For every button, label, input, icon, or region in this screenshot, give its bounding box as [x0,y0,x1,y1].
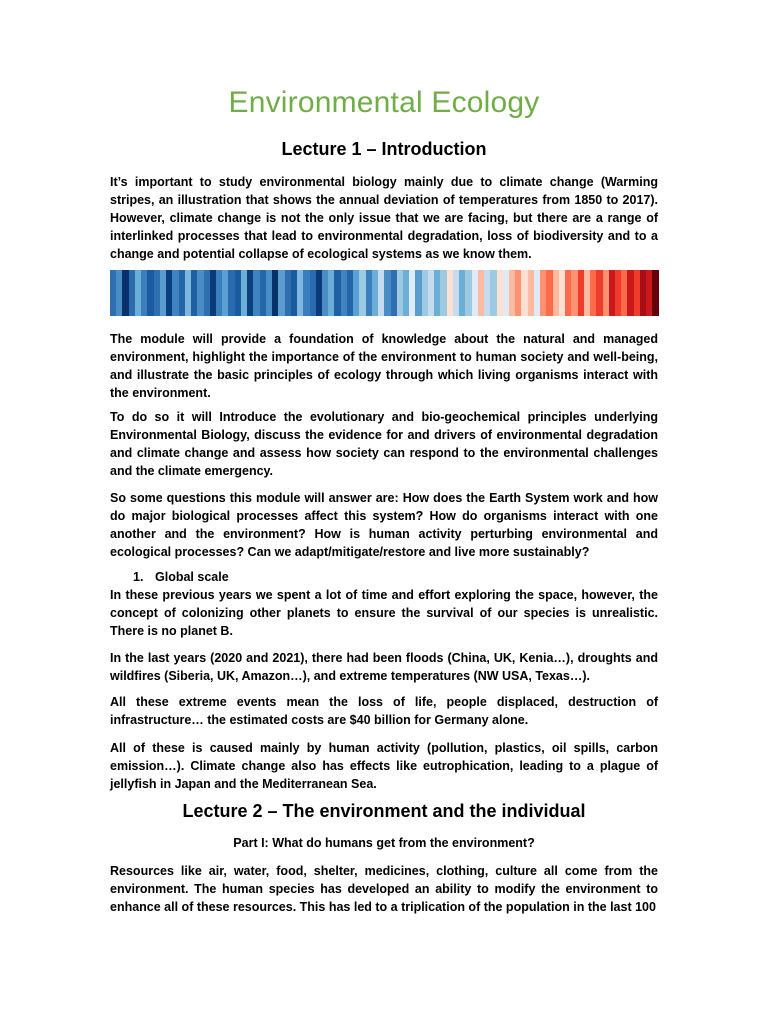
list-number: 1. [133,570,144,584]
warming-stripes-image [110,270,658,316]
lecture-1-paragraph-4: So some questions this module will answer are: How does the Earth System work and how do major biological processes affect this system? How do organisms interact with one another and the environment? How is human activity perturbing environmental and ecological processes? Can we adapt/mitigate/restore and live more sustainably? [110,491,658,559]
lecture-1-paragraph-3: To do so it will Introduce the evolutionary and bio-geochemical principles underlying Environmental Biology, discuss the evidence for and drivers of environmental degradation and climate change and assess how society can respond to the environmental challenges and the climate emergency. [110,410,658,478]
lecture-1-paragraph-6: In the last years (2020 and 2021), there had been floods (China, UK, Kenia…), droughts and wildfires (Siberia, UK, Amazon…), and extreme temperatures (NW USA, Texas…). [110,651,658,683]
lecture-1-paragraph-8: All of these is caused mainly by human activity (pollution, plastics, oil spills, carbon emission…). Climate change also has effects like eutrophication, leading to a plague of jellyfish in Japan and the Mediterranean Sea. [110,741,658,791]
lecture-1-paragraph-7: All these extreme events mean the loss of life, people displaced, destruction of infrastructure… the estimated costs are $40 billion for Germany alone. [110,695,658,727]
lecture-1-heading: Lecture 1 – Introduction [281,139,487,159]
lecture-1-paragraph-1: It’s important to study environmental biology mainly due to climate change (Warming stripes, an illustration that shows the annual deviation of temperatures from 1850 to 2017). However, climate change is not the only issue that we are facing, but there are a range of interlinked processes that lead to environmental degradation, loss of biodiversity and to a change and potential collapse of ecological systems as we know them. [110,175,658,261]
document-title: Environmental Ecology [228,86,540,119]
lecture-2-heading: Lecture 2 – The environment and the individual [182,801,586,821]
warming-stripe [652,270,658,316]
lecture-2-subheading: Part I: What do humans get from the environment? [233,836,535,850]
list-item-global-scale [133,570,229,584]
lecture-2-paragraph-1: Resources like air, water, food, shelter, medicines, clothing, culture all come from the environment. The human species has developed an ability to modify the environment to enhance all of these resources. This has led to a triplication of the population in the last 100 [110,864,658,914]
lecture-1-paragraph-5: In these previous years we spent a lot of time and effort exploring the space, however, the concept of colonizing other planets to ensure the survival of our species is unrealistic. There is no planet B. [110,588,658,638]
lecture-1-paragraph-2: The module will provide a foundation of knowledge about the natural and managed environment, highlight the importance of the environment to human society and well-being, and illustrate the basic principles of ecology through which living organisms interact with the environment. [110,332,658,400]
list-label: Global scale [155,570,229,584]
